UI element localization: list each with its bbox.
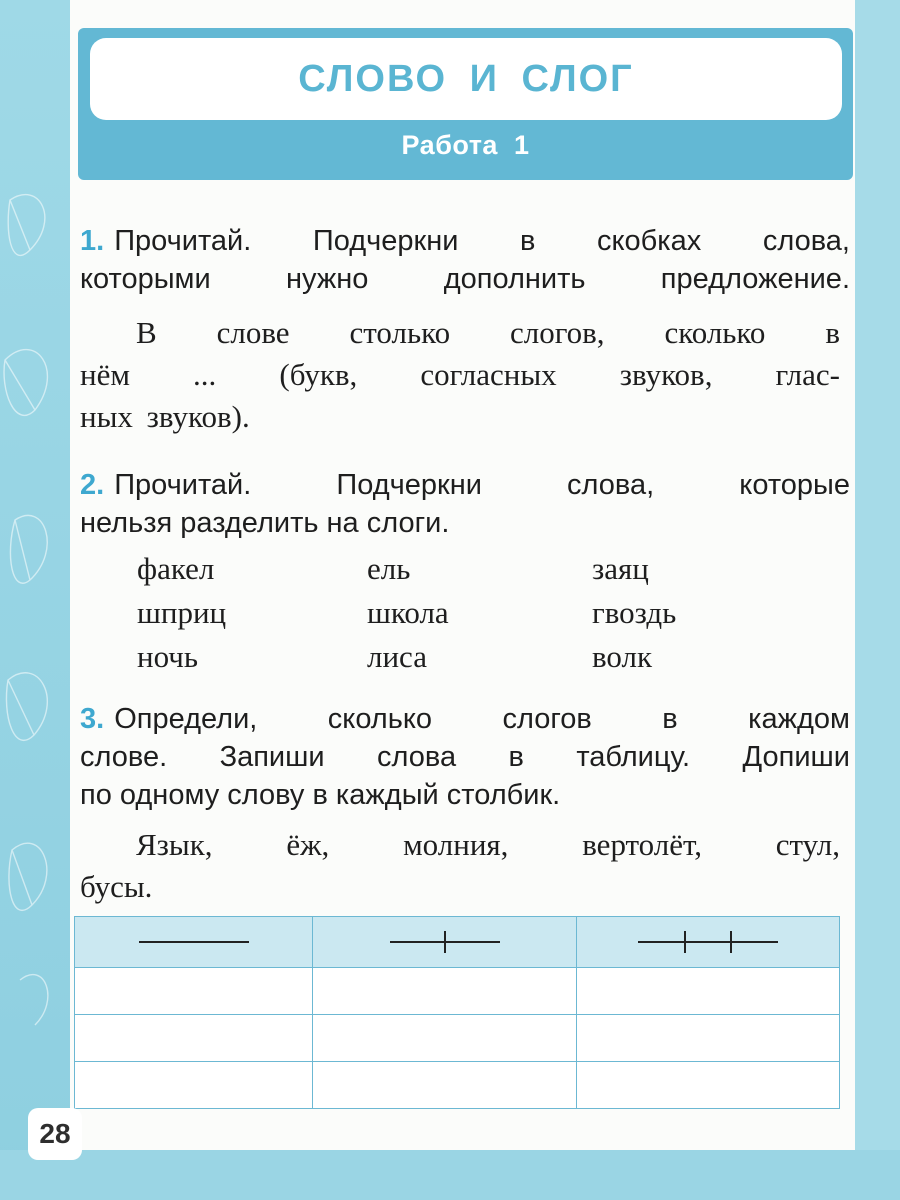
task-1-line-1 — [80, 222, 850, 260]
column-header-two-syllables — [313, 917, 577, 968]
table-cell[interactable] — [313, 1015, 577, 1062]
table-cell[interactable] — [577, 1062, 840, 1109]
task-3-word-list — [80, 824, 840, 908]
table-cell[interactable] — [313, 968, 577, 1015]
table-cell[interactable] — [75, 968, 313, 1015]
three-syllable-scheme-icon — [633, 929, 783, 955]
word-item: шприц — [137, 595, 227, 630]
word-item: ель — [367, 551, 411, 586]
task-1-number: 1. — [80, 225, 105, 257]
syllable-table — [74, 916, 840, 1109]
table-cell[interactable] — [577, 968, 840, 1015]
task-3-words-line-2: бусы. — [80, 869, 153, 904]
column-header-three-syllables — [577, 917, 840, 968]
work-subtitle: Работа 1 — [401, 130, 530, 160]
word-item: волк — [592, 639, 653, 674]
task-1-sentence-line-2: нём ... (букв, согласных звуков, глас- — [80, 357, 840, 392]
one-syllable-scheme-icon — [134, 932, 254, 952]
leaf-pattern-decoration — [0, 160, 70, 1040]
right-decorative-border — [855, 0, 900, 1200]
task-1-sentence-line-3: ных звуков). — [80, 399, 250, 434]
column-header-one-syllable — [75, 917, 313, 968]
task-2-number: 2. — [80, 469, 105, 501]
word-item: ночь — [137, 639, 199, 674]
task-3-instructions — [80, 700, 850, 814]
task-1-instructions — [80, 222, 850, 298]
task-1-sentence — [80, 312, 840, 438]
word-item: лиса — [367, 639, 427, 674]
table-row — [75, 1062, 840, 1109]
title-box — [90, 38, 842, 120]
task-1-line-1-text: Прочитай. Подчеркни в скобках слова, — [114, 225, 850, 257]
word-item: гвоздь — [592, 595, 677, 630]
task-3-line-2: слове. Запиши слова в таблицу. Допиши — [80, 741, 850, 773]
task-3-words-line-1: Язык, ёж, молния, вертолёт, стул, — [136, 827, 840, 862]
task-2-word-grid — [137, 548, 792, 678]
task-1-line-2: которыми нужно дополнить предложение. — [80, 263, 850, 295]
task-2-line-1-text: Прочитай. Подчеркни слова, которые — [114, 469, 850, 501]
bottom-decorative-border — [0, 1150, 900, 1200]
word-item: школа — [367, 595, 449, 630]
page-number: 28 — [28, 1108, 82, 1160]
table-row — [75, 968, 840, 1015]
task-2-line-1 — [80, 466, 850, 504]
two-syllable-scheme-icon — [385, 929, 505, 955]
task-3-line-1-text: Определи, сколько слогов в каждом — [114, 703, 850, 735]
table-cell[interactable] — [577, 1015, 840, 1062]
word-item: факел — [137, 551, 215, 586]
task-3-line-3: по одному слову в каждый столбик. — [80, 779, 561, 811]
table-cell[interactable] — [313, 1062, 577, 1109]
table-row — [75, 1015, 840, 1062]
table-cell[interactable] — [75, 1015, 313, 1062]
task-1-sentence-line-1: В слове столько слогов, сколько в — [136, 315, 840, 350]
task-3-number: 3. — [80, 703, 105, 735]
word-item: заяц — [592, 551, 649, 586]
task-2-instructions — [80, 466, 850, 542]
table-header-row — [75, 917, 840, 968]
page-title: СЛОВО И СЛОГ — [298, 57, 634, 100]
table-cell[interactable] — [75, 1062, 313, 1109]
task-3-line-1 — [80, 700, 850, 738]
task-2-line-2: нельзя разделить на слоги. — [80, 507, 450, 539]
